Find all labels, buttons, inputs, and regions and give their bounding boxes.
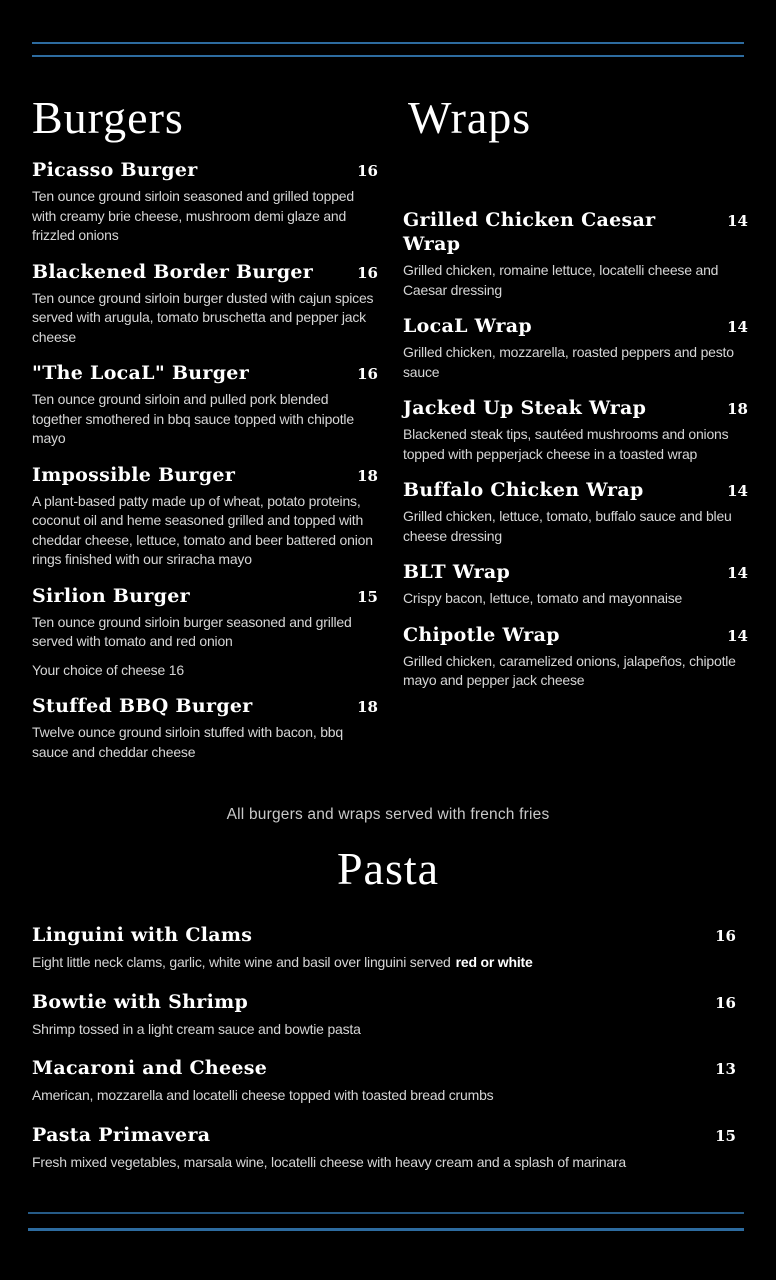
menu-item-description-emphasis: red or white [455, 954, 533, 970]
bottom-divider-line-2 [28, 1228, 744, 1231]
menu-item [32, 260, 378, 348]
section-title-burgers: Burgers [32, 92, 184, 143]
menu-item [403, 314, 748, 382]
menu-item-name: Picasso Burger [32, 159, 198, 181]
menu-item-name: Buffalo Chicken Wrap [403, 479, 644, 501]
menu-item-description: Ten ounce ground sirloin and pulled pork blended together smothered in bbq sauce topped with chipotle mayo [32, 391, 354, 446]
menu-footnote: All burgers and wraps served with french fries [226, 806, 550, 823]
menu-item [32, 584, 378, 681]
menu-item [403, 623, 748, 691]
menu-item-name: LocaL Wrap [403, 315, 532, 337]
menu-item [403, 478, 748, 546]
menu-item-name: Blackened Border Burger [32, 260, 314, 283]
menu-item-name: BLT Wrap [403, 561, 511, 583]
menu-item [32, 694, 378, 762]
menu-item [32, 1123, 736, 1173]
menu-item-name: Jacked Up Steak Wrap [403, 397, 647, 419]
menu-item-price: 13 [715, 1060, 736, 1078]
section-wraps [403, 92, 748, 691]
menu-item-name: Stuffed BBQ Burger [32, 695, 253, 717]
menu-item-price: 16 [357, 162, 378, 180]
menu-item [403, 396, 748, 464]
menu-item-description-text: Eight little neck clams, garlic, white wine and basil over linguini served [32, 954, 451, 970]
menu-item-price: 14 [727, 482, 748, 500]
menu-item-description: Fresh mixed vegetables, marsala wine, locatelli cheese with heavy cream and a splash of marinara [32, 1153, 626, 1170]
menu-item-name: Chipotle Wrap [403, 623, 560, 646]
section-title-pasta-wrap [0, 843, 776, 895]
menu-item-description: Shrimp tossed in a light cream sauce and bowtie pasta [32, 1020, 361, 1037]
menu-item-name: Pasta Primavera [32, 1123, 211, 1146]
top-divider-line-2 [32, 55, 744, 57]
menu-item-price: 16 [357, 365, 378, 383]
menu-item-name: Linguini with Clams [32, 924, 253, 946]
menu-item-name: Bowtie with Shrimp [32, 990, 249, 1013]
menu-item-description: Grilled chicken, romaine lettuce, locatelli cheese and Caesar dressing [403, 262, 719, 298]
menu-item-price: 14 [727, 626, 748, 645]
menu-item-price: 18 [357, 466, 378, 485]
menu-item-price: 15 [357, 587, 378, 606]
menu-item [32, 361, 378, 449]
menu-item [32, 923, 736, 973]
menu-item-description: Blackened steak tips, sautéed mushrooms and onions topped with pepperjack cheese in a toasted wrap [403, 426, 729, 462]
menu-item [32, 463, 378, 570]
menu-item-description: Grilled chicken, caramelized onions, jalapeños, chipotle mayo and pepper jack cheese [403, 652, 736, 688]
menu-item-name: Impossible Burger [32, 463, 236, 486]
menu-item-description: A plant-based patty made up of wheat, potato proteins, coconut oil and heme seasoned grilled and topped with cheddar cheese, lettuce, tomato and beer battered onion rings finished with our sriracha mayo [32, 492, 373, 567]
menu-item-price: 16 [715, 993, 736, 1012]
menu-item-price: 14 [727, 564, 748, 582]
section-title-wraps: Wraps [408, 92, 532, 143]
menu-item-name: Macaroni and Cheese [32, 1057, 268, 1079]
menu-item-price: 14 [727, 212, 748, 230]
menu-item-name: Sirlion Burger [32, 584, 190, 607]
menu-item-description: American, mozzarella and locatelli cheese topped with toasted bread crumbs [32, 1087, 494, 1103]
menu-item-description: Grilled chicken, lettuce, tomato, buffalo sauce and bleu cheese dressing [403, 508, 732, 544]
menu-item-description: Ten ounce ground sirloin burger dusted with cajun spices served with arugula, tomato bruschetta and pepper jack cheese [32, 289, 374, 345]
menu-item-description: Ten ounce ground sirloin burger seasoned and grilled served with tomato and red onion [32, 613, 352, 649]
menu-item-description: Grilled chicken, mozzarella, roasted peppers and pesto sauce [403, 344, 734, 380]
menu-item-price: 16 [715, 927, 736, 945]
menu-item-description: Ten ounce ground sirloin seasoned and grilled topped with creamy brie cheese, mushroom demi glaze and frizzled onions [32, 188, 354, 243]
menu-item [32, 1056, 736, 1106]
top-divider-line-1 [32, 42, 744, 44]
menu-item-description [32, 953, 736, 973]
menu-item-option-note: Your choice of cheese 16 [32, 661, 184, 678]
menu-item-price: 18 [727, 400, 748, 418]
menu-item-name: "The LocaL" Burger [32, 362, 250, 384]
menu-item [403, 560, 748, 609]
menu-item [32, 158, 378, 246]
menu-item-price: 15 [715, 1126, 736, 1145]
bottom-divider-line-1 [28, 1212, 744, 1214]
section-title-pasta: Pasta [336, 843, 440, 894]
section-pasta [32, 906, 736, 1172]
menu-item [403, 208, 748, 300]
menu-item-price: 16 [357, 263, 378, 282]
menu-item-description: Twelve ounce ground sirloin stuffed with bacon, bbq sauce and cheddar cheese [32, 724, 343, 760]
menu-item-price: 18 [357, 698, 378, 716]
section-burgers [32, 92, 378, 762]
menu-item-price: 14 [727, 318, 748, 336]
menu-item-name: Grilled Chicken Caesar Wrap [403, 209, 656, 255]
menu-item-description: Crispy bacon, lettuce, tomato and mayonnaise [403, 590, 683, 606]
menu-item [32, 990, 736, 1040]
